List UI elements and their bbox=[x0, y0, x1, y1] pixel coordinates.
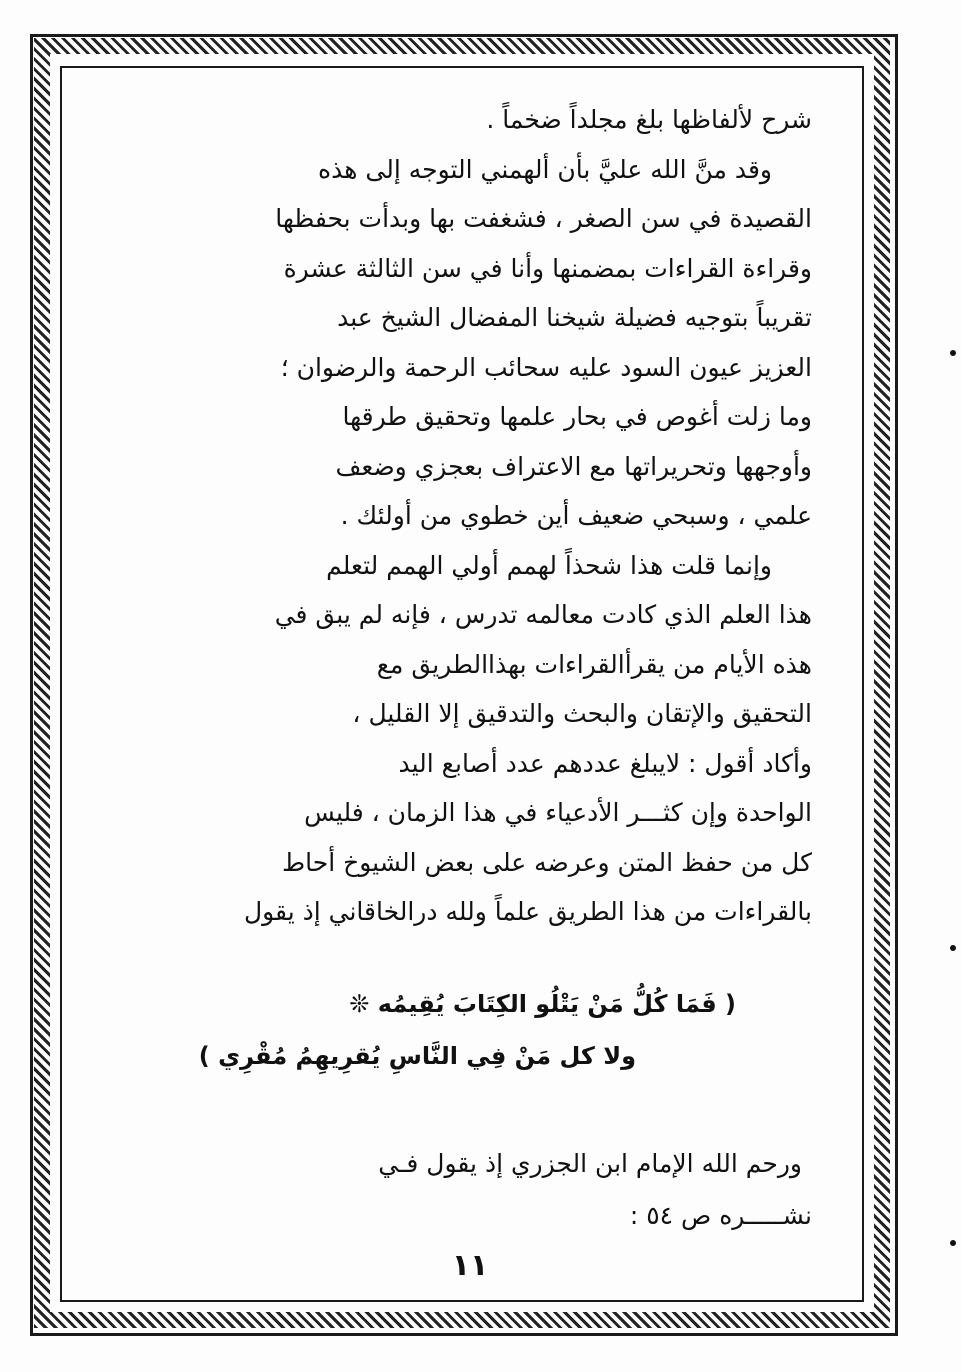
text-line: علمي ، وسبحي ضعيف أين خطوي من أولئك . bbox=[340, 501, 812, 530]
text-line: كل من حفظ المتن وعرضه على بعض الشيوخ أحاط bbox=[282, 847, 812, 877]
text-line: القصيدة في سن الصغر ، فشغفت بها وبدأت بحفظها bbox=[275, 204, 812, 233]
scan-speck bbox=[950, 945, 956, 951]
text-line: التحقيق والإتقان والبحث والتدقيق إلا القليل ، bbox=[352, 699, 812, 728]
text-line: بالقراءات من هذا الطريق علماً ولله درالخاقاني إذ يقول bbox=[243, 897, 812, 926]
text-line: وأوجهها وتحريراتها مع الاعتراف بعجزي وضعف bbox=[335, 451, 812, 481]
text-line: وأكاد أقول : لايبلغ عددهم عدد أصابع اليد bbox=[398, 748, 812, 778]
text-line: وقراءة القراءات بمضمنها وأنا في سن الثالثة عشرة bbox=[283, 253, 812, 283]
text-line: الواحدة وإن كثـــر الأدعياء في هذا الزمان ، فليس bbox=[304, 798, 812, 827]
main-text bbox=[130, 95, 812, 937]
text-line: هذه الأيام من يقرأالقراءات بهذاالطريق مع bbox=[376, 649, 812, 679]
text-line: وقد منَّ الله عليَّ بأن ألهمني التوجه إلى هذه bbox=[318, 154, 772, 184]
text-line: هذا العلم الذي كادت معالمه تدرس ، فإنه لم يبق في bbox=[274, 600, 812, 629]
text-line: تقريباً بتوجيه فضيلة شيخنا المفضال الشيخ عبد bbox=[337, 303, 812, 332]
text-line: وما زلت أغوص في بحار علمها وتحقيق طرقها bbox=[342, 402, 812, 431]
text-line: ورحم الله الإمام ابن الجزري إذ يقول فـي bbox=[378, 1149, 802, 1178]
poem-verse-first-half: ( فَمَا كُلُّ مَنْ يَتْلُو الكِتَابَ يُقِيمُه ❊ bbox=[349, 990, 736, 1018]
scan-speck bbox=[950, 350, 956, 356]
text-line: العزيز عيون السود عليه سحائب الرحمة والرضوان ؛ bbox=[280, 352, 812, 382]
text-line: نشـــــره ص ٥٤ : bbox=[629, 1201, 812, 1230]
closing-paragraph bbox=[130, 1138, 812, 1242]
page-number: ١١ bbox=[451, 1248, 489, 1283]
text-line: وإنما قلت هذا شحذاً لهمم أولي الهمم لتعلم bbox=[326, 550, 772, 580]
poem-verse-second-half: ولا كل مَنْ فِي النَّاسِ يُقرِيهِمُ مُقْرِي ) bbox=[198, 1042, 636, 1070]
text-line: شرح لألفاظها بلغ مجلداً ضخماً . bbox=[486, 105, 812, 134]
scan-speck bbox=[950, 1240, 956, 1246]
